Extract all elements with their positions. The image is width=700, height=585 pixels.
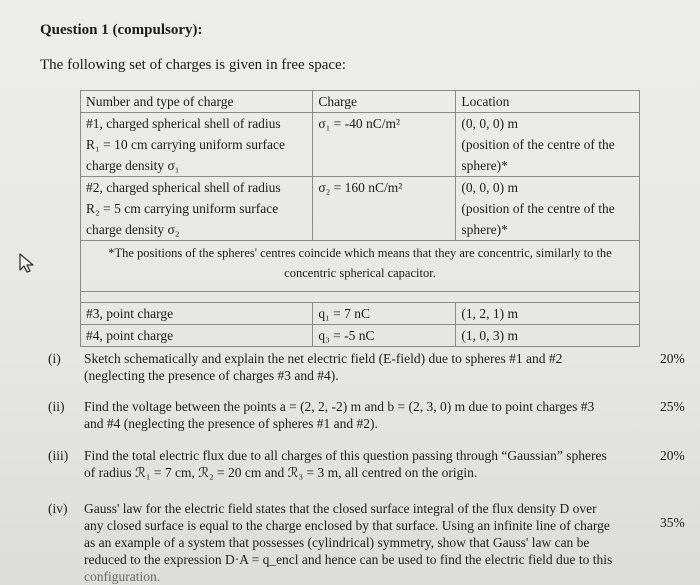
concentric-note <box>81 241 640 292</box>
question-text <box>84 500 644 585</box>
question-line: and #4 (neglecting the presence of spheres #1 and #2). <box>84 416 378 431</box>
row4-type: #4, point charge <box>81 325 313 347</box>
row1-location-line: (0, 0, 0) m <box>461 116 518 131</box>
charges-table <box>80 90 640 347</box>
question-title: Question 1 (compulsory): <box>40 22 203 38</box>
intro-text: The following set of charges is given in free space: <box>40 57 346 73</box>
question-number: (i) <box>48 351 61 366</box>
question-line: of radius ℛ₁ = 7 cm, ℛ₂ = 20 cm and ℛ₃ = 3 m, all centred on the origin. <box>84 465 478 480</box>
row3-charge: q₁ = 7 nC <box>313 303 456 325</box>
row1-charge: σ₁ = -40 nC/m² <box>313 113 456 177</box>
table-gap <box>81 292 640 303</box>
question-number: (ii) <box>48 399 65 414</box>
table-row <box>81 303 640 325</box>
row2-type <box>81 177 313 241</box>
row2-location-line: (position of the centre of the <box>461 201 615 216</box>
header-location: Location <box>456 91 640 113</box>
header-type: Number and type of charge <box>81 91 313 113</box>
question-number: (iii) <box>48 448 69 463</box>
table-note-row <box>81 241 640 292</box>
question-line: Gauss' law for the electric field states that the closed surface integral of the flux density D over <box>84 501 597 516</box>
concentric-note-text: *The positions of the spheres' centres coincide which means that they are concentric, similarly to the concentric spherical capacitor. <box>108 246 612 280</box>
row2-type-line: charge density σ₂ <box>86 222 180 237</box>
question-line: (neglecting the presence of charges #3 and #4). <box>84 368 339 383</box>
row1-location <box>456 113 640 177</box>
mouse-pointer-icon <box>18 252 38 274</box>
question-line: Find the voltage between the points a = (2, 2, -2) m and b = (2, 3, 0) m due to point charges #3 <box>84 399 595 414</box>
row1-location-line: sphere)* <box>461 158 508 173</box>
row2-location-line: (0, 0, 0) m <box>461 180 518 195</box>
row4-charge: q₃ = -5 nC <box>313 325 456 347</box>
table-row <box>81 113 640 177</box>
row1-location-line: (position of the centre of the <box>461 137 615 152</box>
table-row <box>81 177 640 241</box>
question-percent: 20% <box>660 448 685 463</box>
question-line: configuration. <box>84 569 161 584</box>
question-line: any closed surface is equal to the charge enclosed by that surface. Using an infinite line of charge <box>84 518 610 533</box>
question-line: as an example of a system that possesses (cylindrical) symmetry, show that Gauss' law can be <box>84 535 590 550</box>
question-percent: 25% <box>660 399 685 414</box>
question-number: (iv) <box>48 501 68 516</box>
row3-location: (1, 2, 1) m <box>456 303 640 325</box>
row1-type-line: charge density σ₁ <box>86 158 180 173</box>
row1-type-line: R₁ = 10 cm carrying uniform surface <box>86 137 286 152</box>
question-text <box>84 350 644 384</box>
question-text <box>84 447 644 481</box>
header-charge: Charge <box>313 91 456 113</box>
table-header-row <box>81 91 640 113</box>
row2-type-line: R₂ = 5 cm carrying uniform surface <box>86 201 279 216</box>
table-row <box>81 325 640 347</box>
row1-type-line: #1, charged spherical shell of radius <box>86 116 281 131</box>
row2-location-line: sphere)* <box>461 222 508 237</box>
question-line: reduced to the expression D·A = q_encl and hence can be used to find the electric field due to this <box>84 552 613 567</box>
question-text <box>84 398 644 432</box>
question-line: Sketch schematically and explain the net electric field (E-field) due to spheres #1 and #2 <box>84 351 563 366</box>
row3-type: #3, point charge <box>81 303 313 325</box>
row2-charge: σ₂ = 160 nC/m² <box>313 177 456 241</box>
question-percent: 35% <box>660 515 685 530</box>
question-line: Find the total electric flux due to all charges of this question passing through “Gaussian” spheres <box>84 448 607 463</box>
table-gap-row <box>81 292 640 303</box>
row4-location: (1, 0, 3) m <box>456 325 640 347</box>
question-percent: 20% <box>660 351 685 366</box>
row1-type <box>81 113 313 177</box>
row2-location <box>456 177 640 241</box>
row2-type-line: #2, charged spherical shell of radius <box>86 180 281 195</box>
